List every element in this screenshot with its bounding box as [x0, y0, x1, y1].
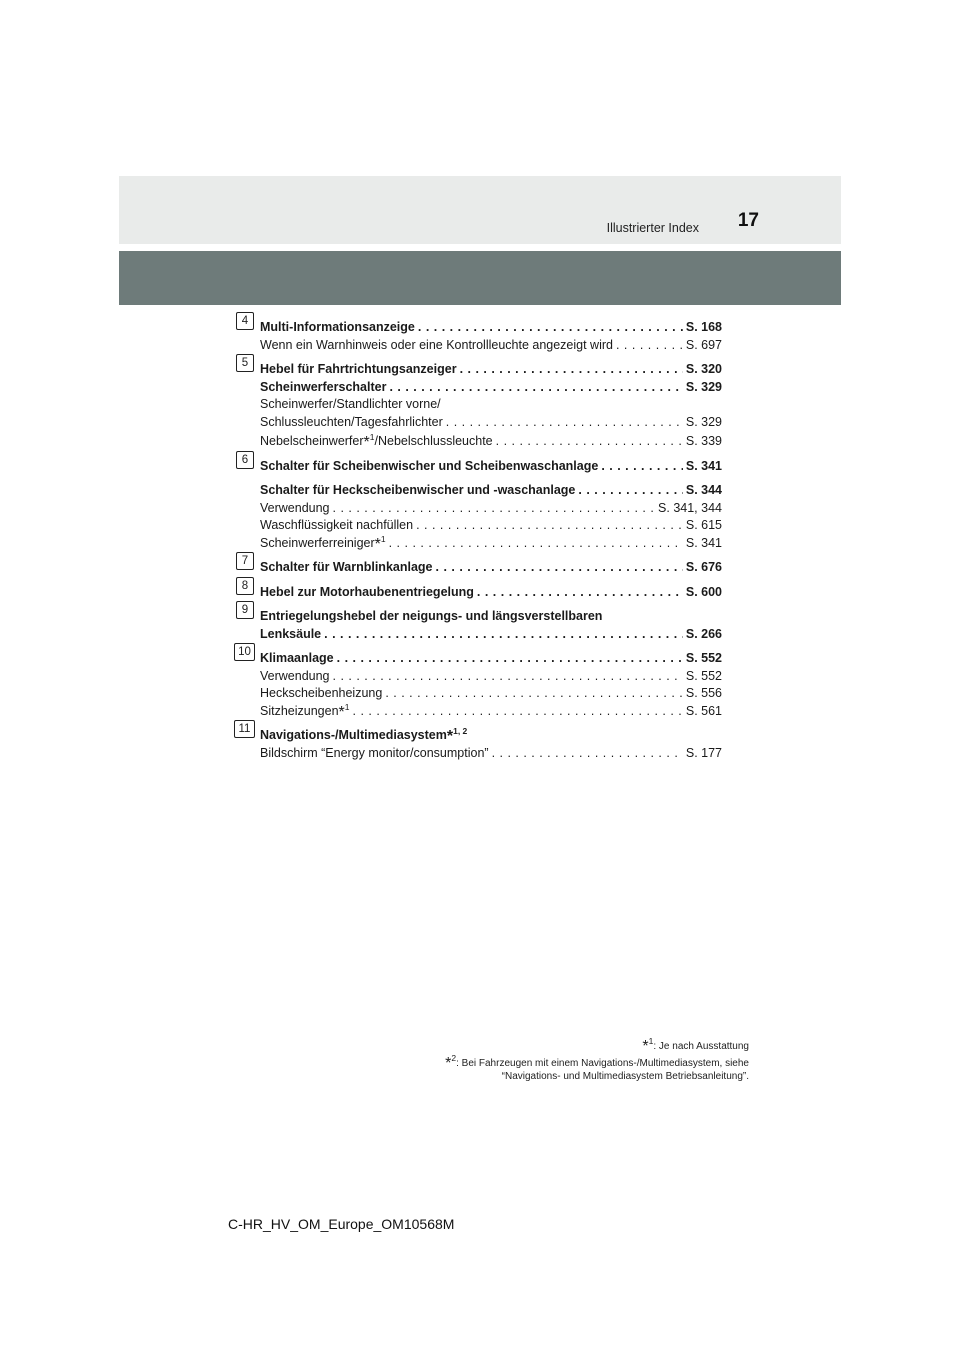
footnotes	[229, 1036, 749, 1083]
index-entry	[238, 646, 722, 720]
index-line[interactable]	[260, 337, 722, 355]
entry-number-marker: 11	[234, 720, 255, 738]
entry-number-marker: 4	[236, 312, 254, 330]
entry-text: Klimaanlage	[260, 651, 334, 665]
leader-dots	[389, 535, 683, 553]
index-line[interactable]	[260, 584, 722, 602]
entry-text: Sitzheizungen	[260, 703, 339, 718]
title-bar	[119, 251, 841, 305]
asterisk-icon: *	[642, 1038, 649, 1055]
index-line[interactable]	[260, 361, 722, 379]
index-entry	[241, 357, 722, 451]
entry-text: Schlussleuchten/Tagesfahrlichter	[260, 414, 443, 429]
page-reference: S. 266	[685, 626, 722, 641]
entry-text: Scheinwerferreiniger	[260, 535, 375, 550]
section-title: Illustrierter Index	[606, 221, 699, 235]
index-line[interactable]	[260, 626, 722, 644]
page-reference: S. 556	[685, 686, 722, 700]
document-code: C-HR_HV_OM_Europe_OM10568M	[228, 1216, 455, 1232]
footnote-text: : Bei Fahrzeugen mit einem Navigations-/Multimediasystem, siehe	[456, 1058, 749, 1069]
leader-dots	[496, 433, 683, 451]
page-reference: S. 339	[685, 434, 722, 448]
leader-dots	[616, 337, 683, 355]
index-line[interactable]	[260, 703, 722, 721]
entry-number-marker: 7	[236, 552, 254, 570]
asterisk-icon: *	[446, 728, 454, 745]
leader-dots	[446, 414, 683, 432]
leader-dots	[436, 559, 683, 577]
entry-number-marker: 6	[236, 451, 254, 469]
page-reference: S. 676	[685, 560, 722, 574]
footnote-mark: 1	[344, 702, 350, 712]
entry-text: Lenksäule	[260, 626, 322, 641]
page-reference: S. 177	[685, 745, 722, 760]
page-reference: S. 329	[685, 379, 722, 394]
entry-number-marker: 5	[236, 354, 254, 372]
page-reference: S. 168	[685, 320, 722, 334]
entry-text: Schalter für Warnblinkanlage	[260, 560, 433, 574]
leader-dots	[492, 745, 683, 763]
page-reference: S. 552	[685, 668, 722, 683]
index-line[interactable]	[260, 745, 722, 763]
footnote-2-continued: “Navigations- und Multimediasystem Betriebsanleitung”.	[501, 1071, 749, 1082]
page-reference: S. 600	[685, 584, 722, 599]
index-line[interactable]	[260, 379, 722, 397]
page-reference: S. 329	[685, 414, 722, 429]
index-line[interactable]	[260, 727, 722, 745]
page-reference: S. 341	[685, 458, 722, 473]
index-line[interactable]	[260, 685, 722, 703]
entry-text: Verwendung	[260, 500, 330, 515]
entry-text: Scheinwerfer/Standlichter vorne/	[260, 397, 441, 411]
page-number: 17	[737, 210, 759, 231]
index-entry	[241, 453, 722, 553]
page-reference: S. 697	[685, 337, 722, 352]
leader-dots	[460, 361, 683, 379]
page-reference: S. 552	[685, 651, 722, 665]
index-line[interactable]	[260, 482, 722, 500]
leader-dots	[337, 650, 683, 668]
page-reference: S. 320	[685, 362, 722, 376]
footnote-text: : Je nach Ausstattung	[653, 1041, 749, 1052]
leader-dots	[389, 379, 682, 397]
footnote-mark: 1, 2	[453, 726, 468, 736]
entry-text: Waschflüssigkeit nachfüllen	[260, 518, 414, 532]
entry-text: Schalter für Scheibenwischer und Scheibenwaschanlage	[260, 458, 599, 473]
page-reference: S. 341, 344	[658, 500, 722, 515]
entry-text: Hebel für Fahrtrichtungsanzeiger	[260, 362, 457, 376]
entry-number-marker: 10	[234, 643, 255, 661]
index-line[interactable]	[260, 500, 722, 518]
page-reference: S. 344	[685, 483, 722, 497]
asterisk-icon: *	[363, 434, 370, 451]
index-line[interactable]	[260, 535, 722, 553]
asterisk-icon: *	[374, 535, 381, 552]
index-entry	[241, 555, 722, 577]
leader-dots	[324, 626, 683, 644]
footnote-mark: 1	[380, 534, 386, 544]
index-entry	[241, 604, 722, 643]
leader-dots	[333, 500, 656, 518]
index-line[interactable]	[260, 517, 722, 535]
footnote-mark: 2	[451, 1053, 457, 1063]
entry-text: Heckscheibenheizung	[260, 686, 383, 700]
entry-number-marker: 9	[236, 601, 254, 619]
index-line[interactable]	[260, 650, 722, 668]
footnote-mark: 1	[369, 433, 375, 442]
entry-text: Schalter für Heckscheibenwischer und -waschanlage	[260, 483, 576, 497]
index-line[interactable]	[260, 433, 722, 451]
leader-dots	[578, 482, 682, 500]
footnote-2	[229, 1053, 749, 1072]
index-entry	[238, 723, 722, 762]
entry-text: Navigations-/Multimediasystem	[260, 728, 447, 742]
entry-text: Bildschirm “Energy monitor/consumption”	[260, 745, 489, 760]
entry-text: Scheinwerferschalter	[260, 379, 387, 394]
entry-text: Multi-Informationsanzeige	[260, 320, 415, 334]
index-entry	[241, 315, 722, 354]
header-band	[119, 176, 841, 244]
asterisk-icon: *	[445, 1055, 452, 1072]
index-line[interactable]	[260, 319, 722, 337]
entry-text: Verwendung	[260, 668, 330, 683]
entry-text: Hebel zur Motorhaubenentriegelung	[260, 584, 474, 599]
leader-dots	[385, 685, 683, 703]
index-line[interactable]	[260, 559, 722, 577]
leader-dots	[333, 668, 683, 686]
leader-dots	[418, 319, 683, 337]
asterisk-icon: *	[338, 703, 345, 720]
leader-dots	[416, 517, 683, 535]
index-entry	[241, 579, 722, 602]
index-content	[238, 315, 722, 762]
page-reference: S. 561	[685, 703, 722, 718]
entry-text: Wenn ein Warnhinweis oder eine Kontrollleuchte angezeigt wird	[260, 337, 613, 352]
index-line[interactable]	[260, 458, 722, 476]
entry-text: Entriegelungshebel der neigungs- und längsverstellbaren	[260, 609, 603, 623]
page-reference: S. 615	[685, 518, 722, 532]
footnote-mark: 1	[648, 1036, 654, 1046]
index-line[interactable]	[260, 414, 722, 432]
entry-text: /Nebelschlussleuchte	[374, 434, 493, 448]
page-reference: S. 341	[685, 535, 722, 550]
leader-dots	[601, 458, 683, 476]
leader-dots	[477, 584, 683, 602]
leader-dots	[353, 703, 683, 721]
index-line[interactable]	[260, 668, 722, 686]
entry-number-marker: 8	[236, 577, 254, 595]
entry-text: Nebelscheinwerfer	[260, 434, 364, 448]
footnote-1	[229, 1036, 749, 1055]
